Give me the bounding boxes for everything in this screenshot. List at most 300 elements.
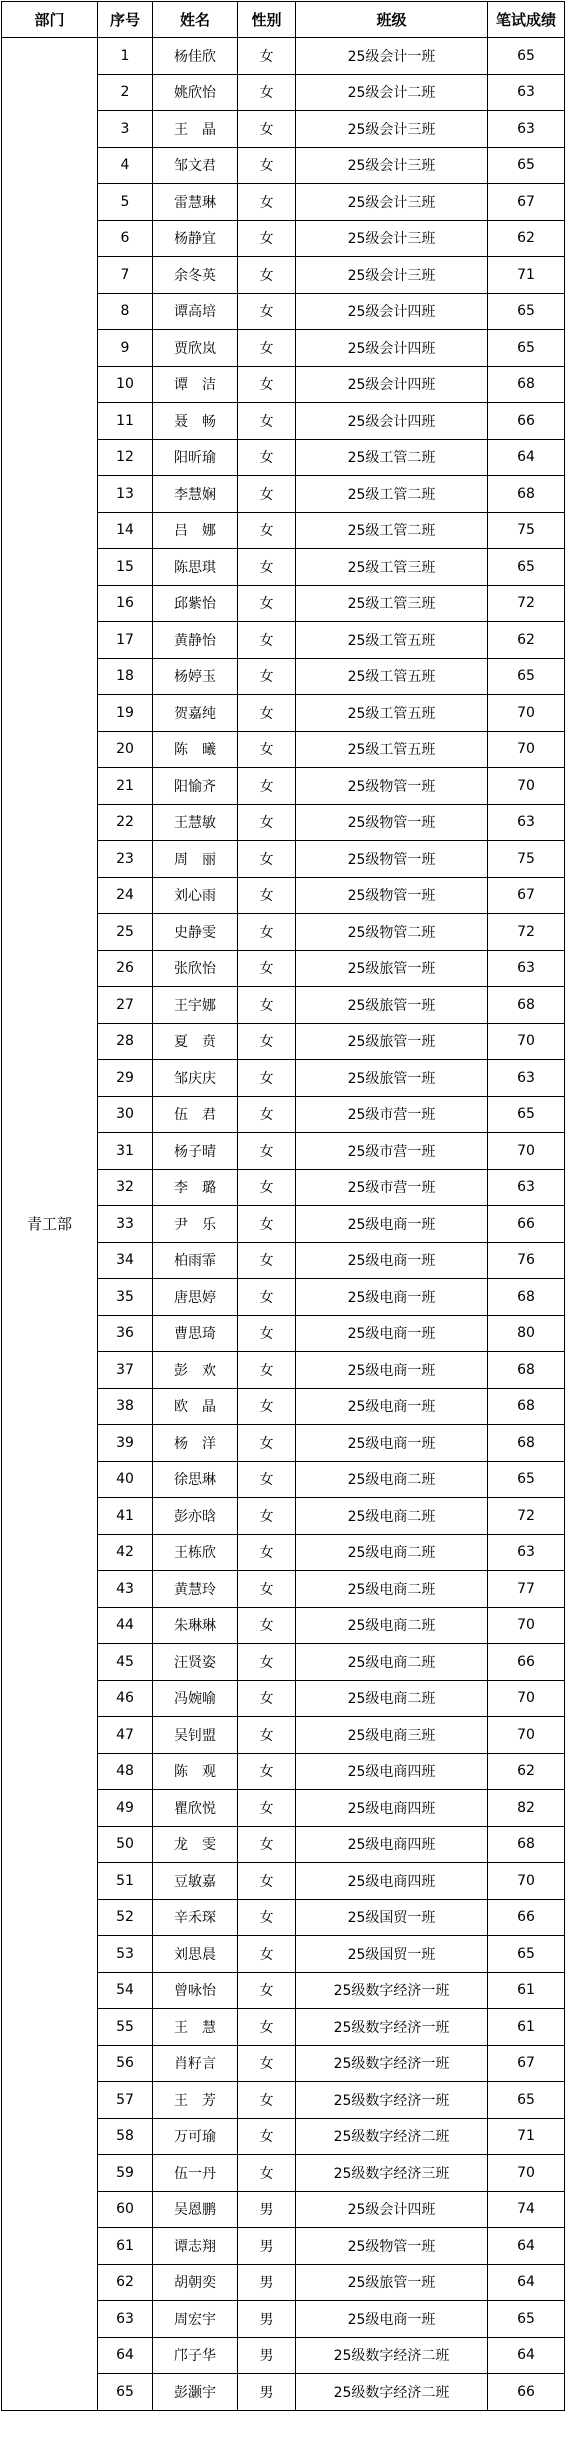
cell-class: 25级电商一班 — [296, 2301, 488, 2338]
cell-number: 33 — [98, 1206, 153, 1243]
cell-class: 25级会计四班 — [296, 293, 488, 330]
header-class: 班级 — [296, 2, 488, 38]
cell-name: 陈 曦 — [153, 731, 238, 768]
cell-class: 25级电商一班 — [296, 1242, 488, 1279]
cell-name: 伍一丹 — [153, 2155, 238, 2192]
cell-name: 杨婷玉 — [153, 658, 238, 695]
cell-score: 67 — [488, 2045, 565, 2082]
cell-score: 72 — [488, 585, 565, 622]
cell-score: 65 — [488, 330, 565, 367]
cell-gender: 女 — [238, 1753, 296, 1790]
cell-name: 伍 君 — [153, 1096, 238, 1133]
cell-score: 64 — [488, 2228, 565, 2265]
cell-name: 彭灏宇 — [153, 2374, 238, 2411]
cell-class: 25级会计四班 — [296, 330, 488, 367]
cell-class: 25级电商一班 — [296, 1425, 488, 1462]
cell-name: 彭亦晗 — [153, 1498, 238, 1535]
cell-gender: 女 — [238, 877, 296, 914]
cell-number: 16 — [98, 585, 153, 622]
cell-score: 65 — [488, 293, 565, 330]
cell-class: 25级旅管一班 — [296, 987, 488, 1024]
cell-number: 46 — [98, 1680, 153, 1717]
cell-gender: 女 — [238, 1571, 296, 1608]
cell-gender: 女 — [238, 658, 296, 695]
cell-score: 63 — [488, 1169, 565, 1206]
cell-number: 45 — [98, 1644, 153, 1681]
cell-gender: 女 — [238, 1972, 296, 2009]
cell-number: 23 — [98, 841, 153, 878]
cell-score: 70 — [488, 1863, 565, 1900]
cell-name: 周 丽 — [153, 841, 238, 878]
cell-number: 29 — [98, 1060, 153, 1097]
cell-name: 周宏宇 — [153, 2301, 238, 2338]
cell-gender: 女 — [238, 1206, 296, 1243]
cell-gender: 女 — [238, 1644, 296, 1681]
cell-number: 59 — [98, 2155, 153, 2192]
cell-gender: 女 — [238, 1279, 296, 1316]
cell-name: 王慧敏 — [153, 804, 238, 841]
cell-name: 史静雯 — [153, 914, 238, 951]
header-score: 笔试成绩 — [488, 2, 565, 38]
cell-name: 龙 雯 — [153, 1826, 238, 1863]
cell-gender: 女 — [238, 1607, 296, 1644]
cell-gender: 女 — [238, 1060, 296, 1097]
cell-number: 35 — [98, 1279, 153, 1316]
cell-gender: 女 — [238, 841, 296, 878]
cell-name: 贺嘉纯 — [153, 695, 238, 732]
cell-department: 青工部 — [2, 38, 98, 2411]
cell-number: 18 — [98, 658, 153, 695]
cell-class: 25级旅管一班 — [296, 2264, 488, 2301]
cell-name: 杨子晴 — [153, 1133, 238, 1170]
cell-gender: 女 — [238, 1534, 296, 1571]
cell-name: 欧 晶 — [153, 1388, 238, 1425]
cell-number: 42 — [98, 1534, 153, 1571]
cell-class: 25级旅管一班 — [296, 1023, 488, 1060]
cell-number: 38 — [98, 1388, 153, 1425]
cell-class: 25级会计三班 — [296, 111, 488, 148]
cell-score: 67 — [488, 184, 565, 221]
cell-class: 25级数字经济二班 — [296, 2337, 488, 2374]
cell-score: 68 — [488, 987, 565, 1024]
cell-class: 25级会计二班 — [296, 74, 488, 111]
cell-class: 25级电商二班 — [296, 1607, 488, 1644]
cell-score: 72 — [488, 914, 565, 951]
cell-name: 王宇娜 — [153, 987, 238, 1024]
cell-score: 76 — [488, 1242, 565, 1279]
cell-score: 80 — [488, 1315, 565, 1352]
cell-gender: 女 — [238, 184, 296, 221]
cell-score: 74 — [488, 2191, 565, 2228]
cell-score: 66 — [488, 1206, 565, 1243]
cell-number: 9 — [98, 330, 153, 367]
cell-number: 28 — [98, 1023, 153, 1060]
cell-gender: 男 — [238, 2374, 296, 2411]
cell-number: 30 — [98, 1096, 153, 1133]
cell-score: 65 — [488, 147, 565, 184]
cell-name: 余冬英 — [153, 257, 238, 294]
cell-class: 25级市营一班 — [296, 1169, 488, 1206]
cell-name: 邹文君 — [153, 147, 238, 184]
cell-gender: 女 — [238, 2118, 296, 2155]
cell-gender: 女 — [238, 1023, 296, 1060]
cell-score: 68 — [488, 1425, 565, 1462]
cell-gender: 女 — [238, 585, 296, 622]
cell-gender: 女 — [238, 512, 296, 549]
cell-number: 34 — [98, 1242, 153, 1279]
cell-score: 68 — [488, 476, 565, 513]
cell-class: 25级会计三班 — [296, 220, 488, 257]
cell-name: 胡朝奕 — [153, 2264, 238, 2301]
cell-name: 杨佳欣 — [153, 38, 238, 75]
cell-class: 25级工管三班 — [296, 549, 488, 586]
cell-gender: 女 — [238, 768, 296, 805]
cell-score: 75 — [488, 512, 565, 549]
cell-gender: 女 — [238, 549, 296, 586]
cell-name: 刘思晨 — [153, 1936, 238, 1973]
cell-class: 25级工管五班 — [296, 695, 488, 732]
cell-number: 39 — [98, 1425, 153, 1462]
cell-class: 25级电商四班 — [296, 1863, 488, 1900]
cell-class: 25级会计三班 — [296, 184, 488, 221]
cell-score: 63 — [488, 74, 565, 111]
cell-number: 8 — [98, 293, 153, 330]
cell-name: 刘心雨 — [153, 877, 238, 914]
cell-number: 64 — [98, 2337, 153, 2374]
cell-gender: 女 — [238, 38, 296, 75]
cell-score: 75 — [488, 841, 565, 878]
cell-gender: 女 — [238, 220, 296, 257]
cell-class: 25级国贸一班 — [296, 1899, 488, 1936]
cell-gender: 女 — [238, 403, 296, 440]
cell-number: 26 — [98, 950, 153, 987]
cell-name: 雷慧琳 — [153, 184, 238, 221]
cell-score: 63 — [488, 950, 565, 987]
cell-name: 万可瑜 — [153, 2118, 238, 2155]
cell-number: 1 — [98, 38, 153, 75]
cell-score: 70 — [488, 1607, 565, 1644]
cell-class: 25级会计四班 — [296, 403, 488, 440]
cell-gender: 女 — [238, 1790, 296, 1827]
cell-score: 61 — [488, 1972, 565, 2009]
cell-gender: 男 — [238, 2337, 296, 2374]
cell-score: 65 — [488, 1936, 565, 1973]
cell-score: 65 — [488, 38, 565, 75]
cell-name: 吴恩鹏 — [153, 2191, 238, 2228]
cell-gender: 女 — [238, 476, 296, 513]
cell-name: 黄慧玲 — [153, 1571, 238, 1608]
cell-class: 25级物管一班 — [296, 768, 488, 805]
cell-class: 25级物管一班 — [296, 877, 488, 914]
cell-class: 25级旅管一班 — [296, 950, 488, 987]
cell-name: 肖籽言 — [153, 2045, 238, 2082]
cell-gender: 女 — [238, 330, 296, 367]
header-number: 序号 — [98, 2, 153, 38]
cell-number: 55 — [98, 2009, 153, 2046]
cell-number: 12 — [98, 439, 153, 476]
cell-class: 25级市营一班 — [296, 1096, 488, 1133]
cell-gender: 女 — [238, 1169, 296, 1206]
cell-score: 67 — [488, 877, 565, 914]
cell-class: 25级电商一班 — [296, 1352, 488, 1389]
cell-score: 63 — [488, 1534, 565, 1571]
cell-score: 62 — [488, 622, 565, 659]
cell-number: 5 — [98, 184, 153, 221]
cell-score: 70 — [488, 1717, 565, 1754]
cell-name: 王 芳 — [153, 2082, 238, 2119]
cell-class: 25级会计三班 — [296, 147, 488, 184]
cell-score: 66 — [488, 403, 565, 440]
cell-name: 邹庆庆 — [153, 1060, 238, 1097]
cell-number: 11 — [98, 403, 153, 440]
cell-number: 3 — [98, 111, 153, 148]
cell-score: 70 — [488, 1133, 565, 1170]
cell-score: 72 — [488, 1498, 565, 1535]
cell-name: 张欣怡 — [153, 950, 238, 987]
cell-gender: 女 — [238, 1717, 296, 1754]
cell-gender: 女 — [238, 987, 296, 1024]
cell-class: 25级旅管一班 — [296, 1060, 488, 1097]
cell-class: 25级电商三班 — [296, 1717, 488, 1754]
cell-name: 王 慧 — [153, 2009, 238, 2046]
cell-number: 14 — [98, 512, 153, 549]
cell-number: 25 — [98, 914, 153, 951]
cell-score: 65 — [488, 2301, 565, 2338]
cell-gender: 女 — [238, 1863, 296, 1900]
cell-name: 黄静怡 — [153, 622, 238, 659]
cell-name: 曾咏怡 — [153, 1972, 238, 2009]
cell-number: 27 — [98, 987, 153, 1024]
cell-gender: 女 — [238, 1242, 296, 1279]
cell-name: 汪贤姿 — [153, 1644, 238, 1681]
cell-number: 57 — [98, 2082, 153, 2119]
cell-name: 杨静宜 — [153, 220, 238, 257]
cell-number: 2 — [98, 74, 153, 111]
cell-score: 65 — [488, 2082, 565, 2119]
cell-score: 66 — [488, 1899, 565, 1936]
cell-number: 48 — [98, 1753, 153, 1790]
cell-name: 吴钊盟 — [153, 1717, 238, 1754]
cell-gender: 女 — [238, 804, 296, 841]
cell-class: 25级电商二班 — [296, 1680, 488, 1717]
cell-class: 25级电商一班 — [296, 1388, 488, 1425]
cell-number: 51 — [98, 1863, 153, 1900]
cell-score: 66 — [488, 2374, 565, 2411]
cell-gender: 女 — [238, 950, 296, 987]
cell-class: 25级电商二班 — [296, 1644, 488, 1681]
cell-score: 70 — [488, 695, 565, 732]
cell-number: 53 — [98, 1936, 153, 1973]
cell-class: 25级数字经济一班 — [296, 2009, 488, 2046]
roster-table — [1, 1, 565, 2411]
cell-name: 陈 观 — [153, 1753, 238, 1790]
cell-gender: 女 — [238, 2045, 296, 2082]
cell-score: 68 — [488, 366, 565, 403]
cell-number: 40 — [98, 1461, 153, 1498]
cell-score: 71 — [488, 257, 565, 294]
cell-number: 62 — [98, 2264, 153, 2301]
cell-class: 25级会计一班 — [296, 38, 488, 75]
cell-number: 65 — [98, 2374, 153, 2411]
cell-number: 10 — [98, 366, 153, 403]
cell-score: 63 — [488, 804, 565, 841]
cell-score: 70 — [488, 1023, 565, 1060]
cell-class: 25级物管二班 — [296, 914, 488, 951]
cell-score: 64 — [488, 2337, 565, 2374]
cell-name: 李 璐 — [153, 1169, 238, 1206]
cell-gender: 男 — [238, 2301, 296, 2338]
cell-name: 徐思琳 — [153, 1461, 238, 1498]
cell-class: 25级数字经济一班 — [296, 2082, 488, 2119]
cell-gender: 女 — [238, 2009, 296, 2046]
cell-name: 谭高培 — [153, 293, 238, 330]
cell-number: 19 — [98, 695, 153, 732]
cell-gender: 女 — [238, 366, 296, 403]
cell-class: 25级会计四班 — [296, 2191, 488, 2228]
header-department: 部门 — [2, 2, 98, 38]
cell-number: 37 — [98, 1352, 153, 1389]
cell-number: 21 — [98, 768, 153, 805]
cell-class: 25级数字经济一班 — [296, 1972, 488, 2009]
cell-gender: 女 — [238, 1680, 296, 1717]
cell-class: 25级工管二班 — [296, 512, 488, 549]
cell-name: 瞿欣悦 — [153, 1790, 238, 1827]
cell-gender: 女 — [238, 2082, 296, 2119]
cell-class: 25级数字经济一班 — [296, 2045, 488, 2082]
cell-class: 25级会计三班 — [296, 257, 488, 294]
cell-class: 25级数字经济二班 — [296, 2374, 488, 2411]
cell-class: 25级电商二班 — [296, 1461, 488, 1498]
cell-name: 谭 洁 — [153, 366, 238, 403]
cell-name: 贾欣岚 — [153, 330, 238, 367]
cell-number: 13 — [98, 476, 153, 513]
cell-score: 68 — [488, 1826, 565, 1863]
cell-class: 25级市营一班 — [296, 1133, 488, 1170]
cell-gender: 女 — [238, 1899, 296, 1936]
cell-name: 聂 畅 — [153, 403, 238, 440]
cell-score: 77 — [488, 1571, 565, 1608]
cell-score: 65 — [488, 549, 565, 586]
cell-gender: 女 — [238, 695, 296, 732]
cell-gender: 男 — [238, 2228, 296, 2265]
cell-score: 63 — [488, 111, 565, 148]
cell-class: 25级数字经济三班 — [296, 2155, 488, 2192]
header-name: 姓名 — [153, 2, 238, 38]
header-row — [2, 2, 565, 38]
cell-name: 谭志翔 — [153, 2228, 238, 2265]
cell-gender: 女 — [238, 1388, 296, 1425]
cell-score: 70 — [488, 1680, 565, 1717]
cell-class: 25级电商二班 — [296, 1534, 488, 1571]
cell-gender: 女 — [238, 1461, 296, 1498]
cell-number: 17 — [98, 622, 153, 659]
cell-number: 54 — [98, 1972, 153, 2009]
cell-gender: 男 — [238, 2191, 296, 2228]
cell-gender: 女 — [238, 1498, 296, 1535]
cell-gender: 女 — [238, 1352, 296, 1389]
cell-number: 24 — [98, 877, 153, 914]
cell-class: 25级工管三班 — [296, 585, 488, 622]
cell-number: 4 — [98, 147, 153, 184]
cell-class: 25级工管二班 — [296, 439, 488, 476]
cell-gender: 女 — [238, 1096, 296, 1133]
cell-name: 李慧娴 — [153, 476, 238, 513]
cell-score: 82 — [488, 1790, 565, 1827]
cell-number: 41 — [98, 1498, 153, 1535]
cell-gender: 女 — [238, 1936, 296, 1973]
cell-class: 25级电商四班 — [296, 1753, 488, 1790]
cell-score: 64 — [488, 2264, 565, 2301]
cell-score: 66 — [488, 1644, 565, 1681]
cell-gender: 女 — [238, 914, 296, 951]
cell-gender: 女 — [238, 293, 296, 330]
cell-gender: 女 — [238, 257, 296, 294]
cell-name: 冯婉喻 — [153, 1680, 238, 1717]
cell-class: 25级工管五班 — [296, 731, 488, 768]
cell-score: 70 — [488, 2155, 565, 2192]
cell-score: 63 — [488, 1060, 565, 1097]
cell-number: 52 — [98, 1899, 153, 1936]
cell-name: 朱琳琳 — [153, 1607, 238, 1644]
cell-score: 65 — [488, 1096, 565, 1133]
cell-name: 阳愉齐 — [153, 768, 238, 805]
cell-number: 47 — [98, 1717, 153, 1754]
cell-gender: 女 — [238, 74, 296, 111]
cell-name: 阳昕瑜 — [153, 439, 238, 476]
cell-class: 25级物管一班 — [296, 804, 488, 841]
cell-name: 柏雨霏 — [153, 1242, 238, 1279]
cell-name: 姚欣怡 — [153, 74, 238, 111]
cell-class: 25级工管五班 — [296, 622, 488, 659]
cell-number: 61 — [98, 2228, 153, 2265]
cell-score: 65 — [488, 1461, 565, 1498]
table-row — [2, 38, 565, 75]
cell-class: 25级物管一班 — [296, 2228, 488, 2265]
cell-number: 49 — [98, 1790, 153, 1827]
cell-name: 彭 欢 — [153, 1352, 238, 1389]
cell-number: 36 — [98, 1315, 153, 1352]
cell-class: 25级电商一班 — [296, 1279, 488, 1316]
cell-class: 25级电商一班 — [296, 1315, 488, 1352]
cell-gender: 女 — [238, 111, 296, 148]
cell-number: 15 — [98, 549, 153, 586]
cell-class: 25级电商二班 — [296, 1498, 488, 1535]
cell-score: 68 — [488, 1279, 565, 1316]
cell-class: 25级工管五班 — [296, 658, 488, 695]
cell-name: 曹思琦 — [153, 1315, 238, 1352]
cell-class: 25级数字经济二班 — [296, 2118, 488, 2155]
cell-name: 陈思琪 — [153, 549, 238, 586]
cell-score: 70 — [488, 768, 565, 805]
cell-number: 6 — [98, 220, 153, 257]
cell-name: 夏 贲 — [153, 1023, 238, 1060]
cell-class: 25级电商一班 — [296, 1206, 488, 1243]
cell-score: 62 — [488, 220, 565, 257]
cell-number: 58 — [98, 2118, 153, 2155]
cell-name: 吕 娜 — [153, 512, 238, 549]
cell-gender: 女 — [238, 1425, 296, 1462]
cell-class: 25级会计四班 — [296, 366, 488, 403]
cell-score: 64 — [488, 439, 565, 476]
cell-gender: 女 — [238, 147, 296, 184]
cell-gender: 女 — [238, 439, 296, 476]
cell-score: 68 — [488, 1388, 565, 1425]
cell-number: 31 — [98, 1133, 153, 1170]
cell-score: 61 — [488, 2009, 565, 2046]
cell-class: 25级国贸一班 — [296, 1936, 488, 1973]
cell-gender: 女 — [238, 622, 296, 659]
cell-name: 邝子华 — [153, 2337, 238, 2374]
